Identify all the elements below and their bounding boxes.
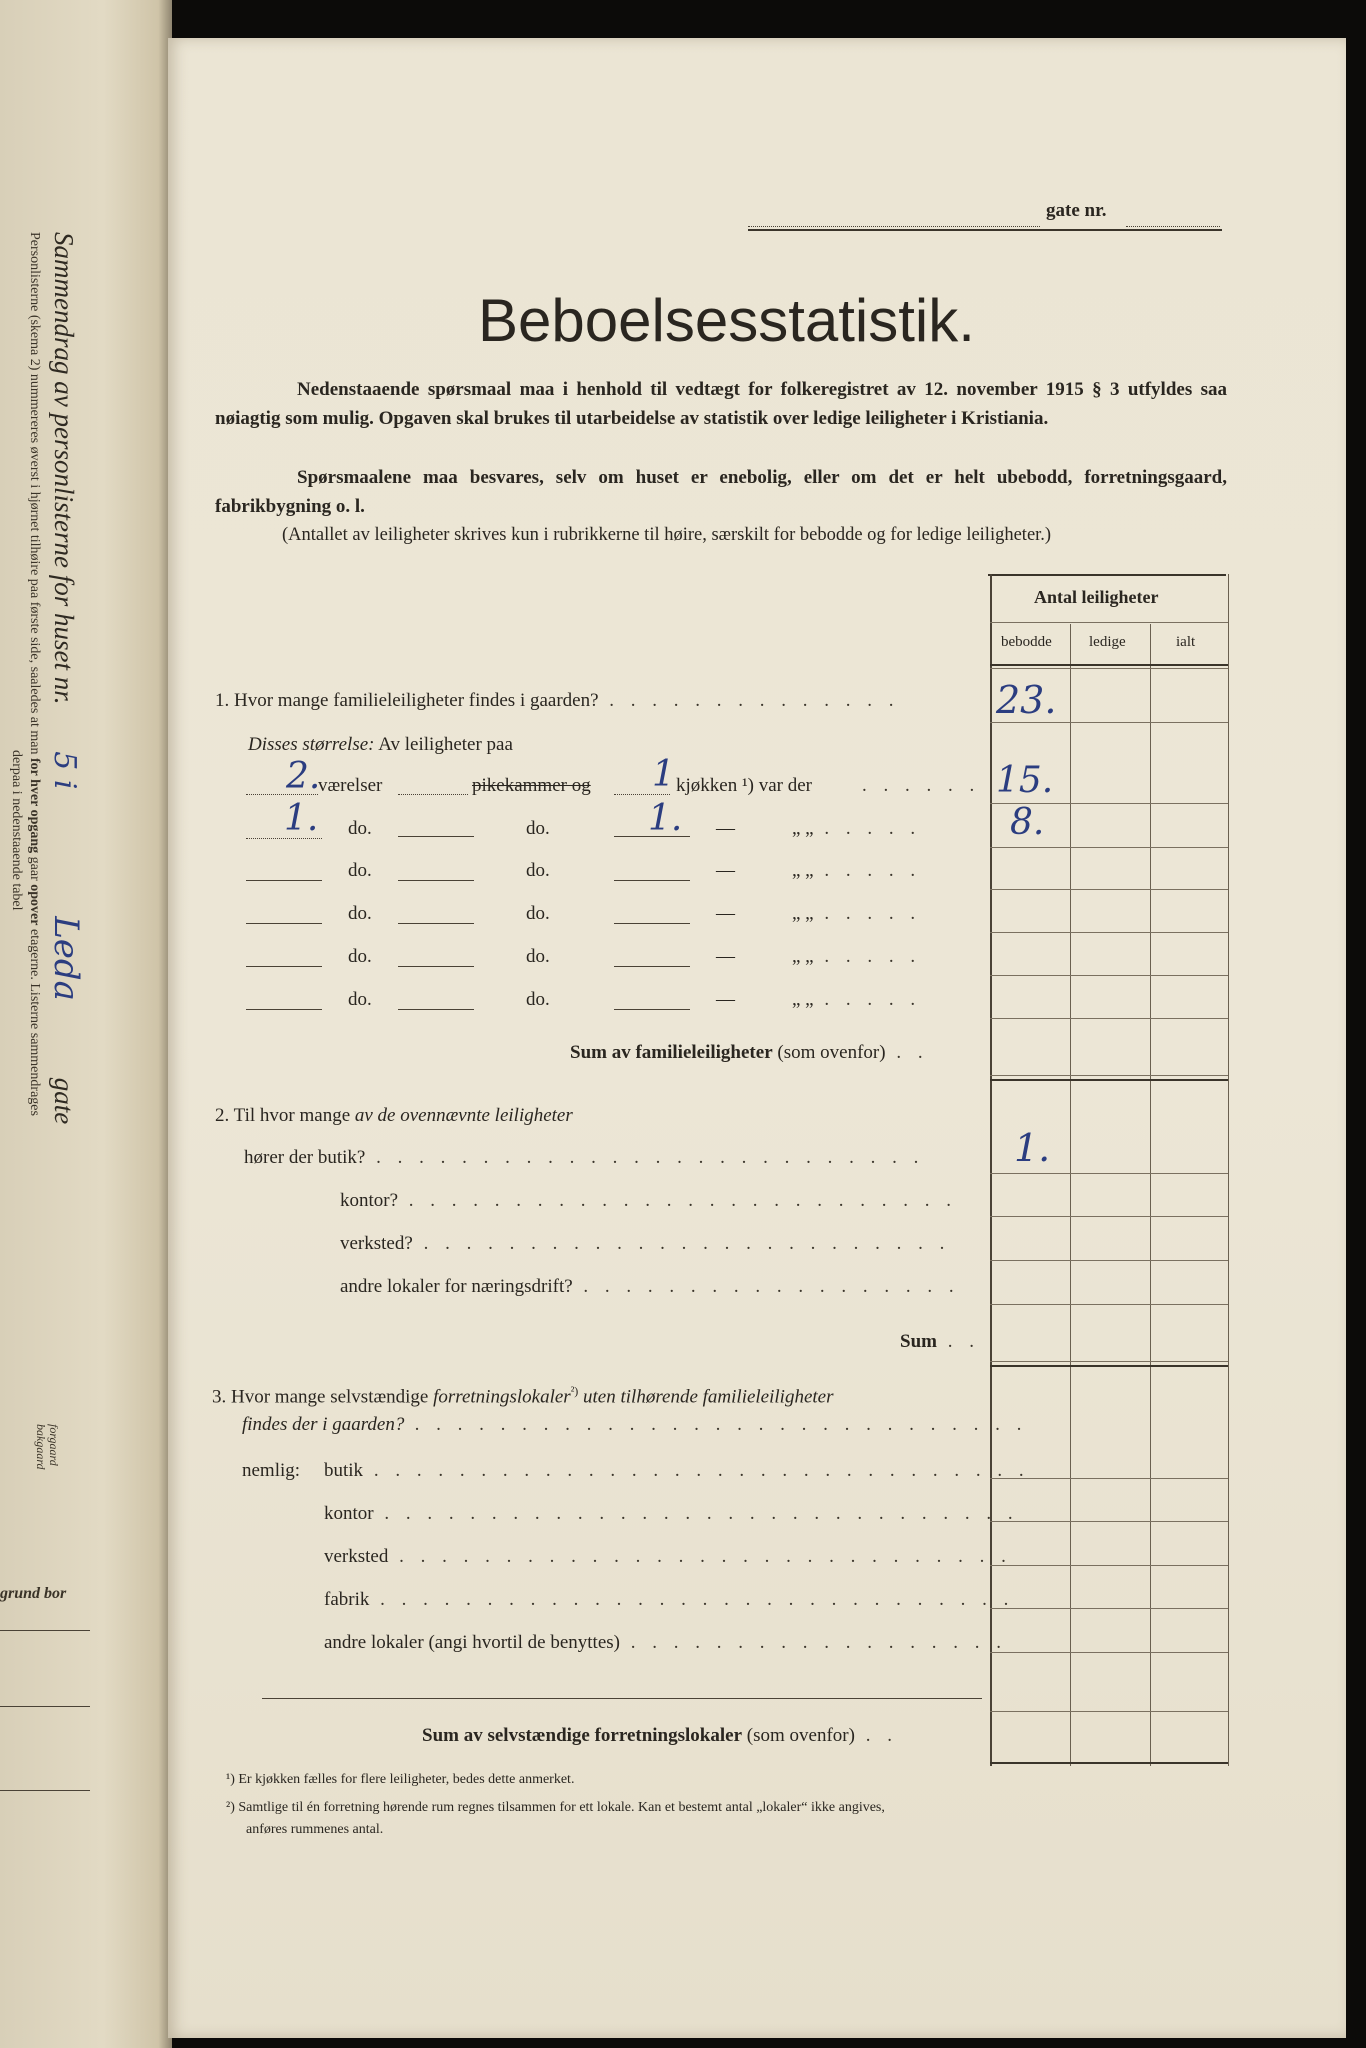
q3-label-line2: findes der i gaarden? . . . . . . . . . . . . . . . . . . . . . . . . . . . . . [242,1414,1028,1435]
q1-answer-bebodde: 23. [996,678,1057,722]
q3-sum: Sum av selvstændige forretningslokaler (som ovenfor) . . [422,1725,898,1746]
previous-page-edge [0,0,172,2048]
q2-item: verksted? . . . . . . . . . . . . . . . . . . . . . . . . . [340,1233,951,1254]
q3-item: butik . . . . . . . . . . . . . . . . . . . . . . . . . . . . . . . [324,1460,1030,1481]
footnote-2-cont: anføres rummenes antal. [246,1822,384,1837]
gate-nr-label: gate nr. [1046,200,1107,221]
q2-sum: Sum . . [900,1331,980,1352]
q1-row-bebodde: 15. [996,760,1054,801]
house-number: 5 i [47,751,82,790]
q3-item: kontor . . . . . . . . . . . . . . . . . . . . . . . . . . . . . . [324,1503,1019,1524]
intro-paragraph-2: Spørsmaalene maa besvares, selv om huset er enebolig, eller om det er helt ubebodd, forretningsgaard, fabrikbygning o. l. [215,467,1227,517]
sidebar-heading: Sammendrag av personlisterne for huset nr. 5 i Leda gate [46,232,86,1125]
q1-row-kjokken: 1 [652,754,675,795]
table-header-title: Antal leiligheter [1034,587,1159,607]
q3-item: fabrik . . . . . . . . . . . . . . . . . . . . . . . . . . . . . . [324,1589,1015,1610]
q2-butik-bebodde: 1. [1014,1126,1051,1170]
col-bebodde: bebodde [1001,634,1052,650]
footnote-2: ²) Samtlige til én forretning hørende rum regnes tilsammen for ett lokale. Kan et bestemt antal „lokaler“ ikke angives, [226,1800,885,1815]
footnote-1: ¹) Er kjøkken fælles for flere leiligheter, bedes dette anmerket. [226,1772,575,1787]
q2-item: kontor? . . . . . . . . . . . . . . . . . . . . . . . . . . [340,1190,958,1211]
q3-nemlig: nemlig: [242,1460,301,1481]
sidebar-grund-label: grund bor [0,1585,67,1602]
col-ledige: ledige [1089,634,1126,650]
q1-label: 1. Hvor mange familieleiligheter findes i gaarden? . . . . . . . . . . . . . . [215,690,900,711]
q1-size-intro: Disses størrelse: Av leiligheter paa [248,734,513,755]
q1-sum: Sum av familieleiligheter (som ovenfor) . . [570,1042,929,1063]
q3-item: verksted . . . . . . . . . . . . . . . . . . . . . . . . . . . . . [324,1546,1012,1567]
street-name: Leda [46,916,86,1001]
q3-label: 3. Hvor mange selvstændige forretningslokaler$^{^2)}$ uten tilhørende familieleiligheter [212,1384,834,1408]
page-title: Beboelsesstatistik. [478,287,975,354]
q2-label: 2. Til hvor mange av de ovennævnte leiligheter [215,1105,573,1126]
col-ialt: ialt [1176,634,1196,650]
intro-paragraph-3: (Antallet av leiligheter skrives kun i rubrikkerne til høire, særskilt for bebodde og for ledige leiligheter.) [282,525,1052,545]
sidebar-instructions-line2: derpaa i nedenstaaende tabel [9,750,24,911]
q1-row-vaerelser: 2. [286,756,321,797]
forgaard-bakgaard: forgaard bakgaard [34,1424,61,1470]
q2-item: andre lokaler for næringsdrift? . . . . . . . . . . . . . . . . . . [340,1276,960,1297]
q2-item: hører der butik? . . . . . . . . . . . . . . . . . . . . . . . . . . [244,1147,925,1168]
q3-item: andre lokaler (angi hvortil de benyttes) . . . . . . . . . . . . . . . . . . [324,1632,1007,1653]
intro-paragraph-1: Nedenstaaende spørsmaal maa i henhold til vedtægt for folkeregistret av 12. november 1915 § 3 utfyldes saa nøiagtig som mulig. Opgaven skal brukes til utarbeidelse av statistik over ledige leiligheter i Kristiania. [215,379,1227,429]
sidebar-instructions-line1: Personlisterne (skema 2) nummereres øverst i hjørnet tilhøire paa første side, saaledes at man for hver opgang gaar opover etagerne. Listerne sammendrages [27,232,42,1116]
